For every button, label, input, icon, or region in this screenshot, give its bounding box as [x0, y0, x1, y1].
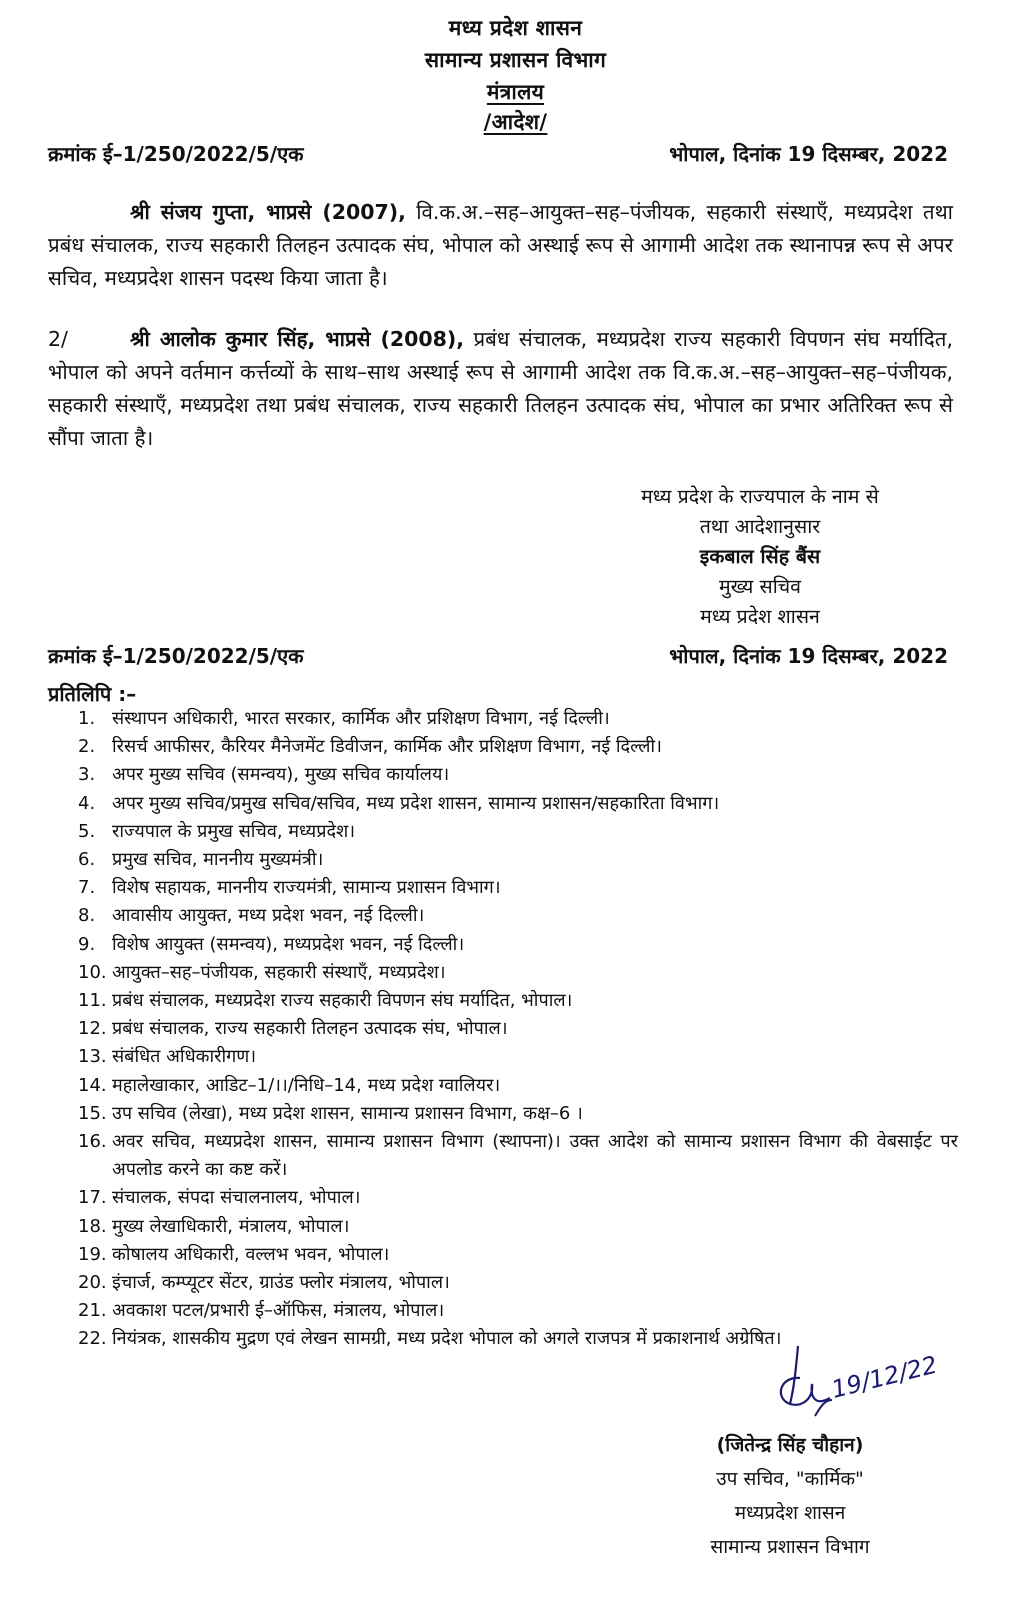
copy-to-item — [78, 1297, 958, 1325]
copy-to-item — [78, 1241, 958, 1269]
chief-secretary-designation: मुख्य सचिव — [718, 575, 802, 598]
copy-to-item-number: 3. — [78, 764, 96, 786]
copy-order-number: क्रमांक ई–1/250/2022/5/एक — [48, 644, 304, 668]
copy-to-item-text: अपर मुख्य सचिव/प्रमुख सचिव/सचिव, मध्य प्रदेश शासन, सामान्य प्रशासन/सहकारिता विभाग। — [112, 792, 720, 814]
deputy-secretary-name: (जितेन्द्र सिंह चौहान) — [716, 1434, 864, 1456]
copy-to-item-text: विशेष आयुक्त (समन्वय), मध्यप्रदेश भवन, नई दिल्ली। — [112, 933, 465, 955]
deputy-secretary-signoff — [640, 1428, 940, 1564]
copy-to-item — [78, 1043, 958, 1071]
copy-to-item-text: मुख्य लेखाधिकारी, मंत्रालय, भोपाल। — [112, 1215, 350, 1237]
copy-to-item-number: 8. — [78, 905, 96, 927]
copy-to-item — [78, 846, 958, 874]
copy-reference-row — [48, 642, 948, 672]
copy-to-item-number: 10. — [78, 961, 107, 983]
copy-to-item-number: 1. — [78, 708, 96, 729]
copy-to-item-number: 14. — [78, 1074, 107, 1096]
copy-to-item-number: 7. — [78, 877, 96, 899]
deputy-secretary-designation: उप सचिव, "कार्मिक" — [716, 1468, 864, 1490]
paragraph-2-text: प्रबंध संचालक, मध्यप्रदेश राज्य सहकारी विपणन संघ मर्यादित, भोपाल को अपने वर्तमान कर्त्तव्यों के साथ–साथ अस्थाई रूप से आगामी आदेश तक वि.क.अ.–सह–आयुक्त–सह–पंजीयक, सहकारी संस्थाएँ, मध्यप्रदेश तथा प्रबंध संचालक, राज्य सहकारी तिलहन उत्पादक संघ, भोपाल का प्रभार अतिरिक्त रूप से सौंपा जाता है। — [48, 327, 953, 450]
paragraph-2-number: 2/ — [48, 327, 68, 351]
copy-to-item-text: प्रमुख सचिव, माननीय मुख्यमंत्री। — [112, 849, 324, 871]
copy-to-list — [78, 705, 958, 1354]
copy-to-item — [78, 1100, 958, 1128]
copy-to-item — [78, 1128, 958, 1184]
copy-to-item-text: रिसर्च आफीसर, कैरियर मैनेजमेंट डिवीजन, कार्मिक और प्रशिक्षण विभाग, नई दिल्ली। — [112, 736, 662, 758]
copy-to-item-text: अवर सचिव, मध्यप्रदेश शासन, सामान्य प्रशासन विभाग (स्थापना)। उक्त आदेश को सामान्य प्रशासन विभाग की वेबसाईट पर अपलोड करने का कष्ट करें। — [112, 1131, 958, 1181]
header-order-title — [0, 108, 1031, 136]
order-number: क्रमांक ई–1/250/2022/5/एक — [48, 142, 304, 166]
copy-to-item — [78, 761, 958, 789]
copy-to-item-number: 17. — [78, 1187, 107, 1209]
copy-to-item-text: विशेष सहायक, माननीय राज्यमंत्री, सामान्य प्रशासन विभाग। — [112, 877, 501, 899]
copy-to-item-number: 13. — [78, 1046, 107, 1068]
copy-to-item-number: 11. — [78, 990, 107, 1012]
copy-to-item-text: अपर मुख्य सचिव (समन्वय), मुख्य सचिव कार्यालय। — [112, 764, 450, 786]
copy-to-item-text: प्रबंध संचालक, राज्य सहकारी तिलहन उत्पादक संघ, भोपाल। — [112, 1018, 508, 1040]
copy-to-item-number: 15. — [78, 1102, 107, 1124]
copy-to-item — [78, 1213, 958, 1241]
header-department: सामान्य प्रशासन विभाग — [424, 48, 607, 72]
copy-to-item-text: कोषालय अधिकारी, वल्लभ भवन, भोपाल। — [112, 1243, 390, 1265]
signoff-line-2: तथा आदेशानुसार — [699, 515, 821, 538]
copy-to-item-number: 2. — [78, 736, 96, 758]
copy-to-item-text: अवकाश पटल/प्रभारी ई–ऑफिस, मंत्रालय, भोपाल। — [112, 1300, 445, 1322]
header-government: मध्य प्रदेश शासन — [448, 16, 583, 40]
copy-to-item — [78, 874, 958, 902]
copy-to-item — [78, 1269, 958, 1297]
copy-place-date: भोपाल, दिनांक 19 दिसम्बर, 2022 — [669, 644, 948, 668]
copy-to-item-number: 6. — [78, 849, 96, 871]
handwritten-signature — [760, 1338, 940, 1428]
copy-to-item-text: आयुक्त–सह–पंजीयक, सहकारी संस्थाएँ, मध्यप्रदेश। — [112, 961, 446, 983]
copy-to-item-text: संबंधित अधिकारीगण। — [112, 1046, 257, 1068]
copy-to-item — [78, 931, 958, 959]
deputy-secretary-office: मध्यप्रदेश शासन — [734, 1502, 846, 1524]
copy-to-item-text: राज्यपाल के प्रमुख सचिव, मध्यप्रदेश। — [112, 820, 356, 842]
copy-to-item-number: 12. — [78, 1018, 107, 1040]
paragraph-1-text: वि.क.अ.–सह–आयुक्त–सह–पंजीयक, सहकारी संस्थाएँ, मध्यप्रदेश तथा प्रबंध संचालक, राज्य सहकारी तिलहन उत्पादक संघ, भोपाल को अस्थाई रूप से आगामी आदेश तक स्थानापन्न रूप से अपर सचिव, मध्यप्रदेश शासन पदस्थ किया जाता है। — [48, 200, 953, 290]
copy-to-item — [78, 1072, 958, 1100]
deputy-secretary-department: सामान्य प्रशासन विभाग — [710, 1536, 870, 1558]
copy-to-item-text: प्रबंध संचालक, मध्यप्रदेश राज्य सहकारी विपणन संघ मर्यादित, भोपाल। — [112, 990, 573, 1012]
copy-to-item-text: संस्थापन अधिकारी, भारत सरकार, कार्मिक और प्रशिक्षण विभाग, नई दिल्ली। — [112, 708, 610, 729]
copy-to-item — [78, 902, 958, 930]
order-reference-row — [48, 140, 948, 170]
copy-to-item-text: महालेखाकार, आडिट–1/।।/निधि–14, मध्य प्रदेश ग्वालियर। — [112, 1074, 501, 1096]
copy-to-item — [78, 818, 958, 846]
copy-to-item-number: 16. — [78, 1131, 107, 1153]
order-place-date: भोपाल, दिनांक 19 दिसम्बर, 2022 — [669, 142, 948, 166]
copy-to-item — [78, 987, 958, 1015]
copy-to-item-text: आवासीय आयुक्त, मध्य प्रदेश भवन, नई दिल्ली। — [112, 905, 425, 927]
copy-to-item — [78, 959, 958, 987]
copy-to-item-number: 19. — [78, 1243, 107, 1265]
copy-to-item-number: 20. — [78, 1272, 107, 1294]
signoff-line-1: मध्य प्रदेश के राज्यपाल के नाम से — [641, 485, 879, 508]
copy-to-item-text: नियंत्रक, शासकीय मुद्रण एवं लेखन सामग्री, मध्य प्रदेश भोपाल को अगले राजपत्र में प्रकाशनार्थ अग्रेषित। — [112, 1328, 782, 1350]
copy-to-item — [78, 790, 958, 818]
paragraph-1-officer-name: श्री संजय गुप्ता, भाप्रसे (2007), — [130, 200, 406, 224]
order-paragraph-1 — [48, 196, 953, 295]
copy-to-item-number: 9. — [78, 933, 96, 955]
copy-to-item — [78, 733, 958, 761]
copy-to-item-text: उप सचिव (लेखा), मध्य प्रदेश शासन, सामान्य प्रशासन विभाग, कक्ष–6 । — [112, 1102, 583, 1124]
chief-secretary-office: मध्य प्रदेश शासन — [700, 605, 820, 628]
handwritten-date: 19/12/22 — [828, 1350, 940, 1404]
copy-to-item-number: 22. — [78, 1328, 107, 1350]
copy-to-item — [78, 1184, 958, 1212]
copy-to-item-text: इंचार्ज, कम्प्यूटर सेंटर, ग्राउंड फ्लोर मंत्रालय, भोपाल। — [112, 1272, 450, 1294]
copy-to-item-number: 4. — [78, 792, 96, 814]
copy-to-label: प्रतिलिपि :– — [48, 682, 137, 706]
copy-to-item-text: संचालक, संपदा संचालनालय, भोपाल। — [112, 1187, 361, 1209]
copy-to-item — [78, 1015, 958, 1043]
paragraph-2-officer-name: श्री आलोक कुमार सिंह, भाप्रसे (2008), — [130, 327, 465, 351]
header-ministry-text: मंत्रालय — [486, 80, 545, 104]
copy-to-item-number: 18. — [78, 1215, 107, 1237]
chief-secretary-name: इकबाल सिंह बैंस — [699, 545, 821, 568]
copy-to-item — [78, 705, 958, 733]
order-paragraph-2 — [48, 323, 953, 455]
copy-to-item-number: 21. — [78, 1300, 107, 1322]
governor-signoff-block — [590, 482, 930, 632]
header-ministry — [0, 78, 1031, 106]
header-order-title-text: /आदेश/ — [483, 110, 548, 134]
copy-to-item-number: 5. — [78, 820, 96, 842]
